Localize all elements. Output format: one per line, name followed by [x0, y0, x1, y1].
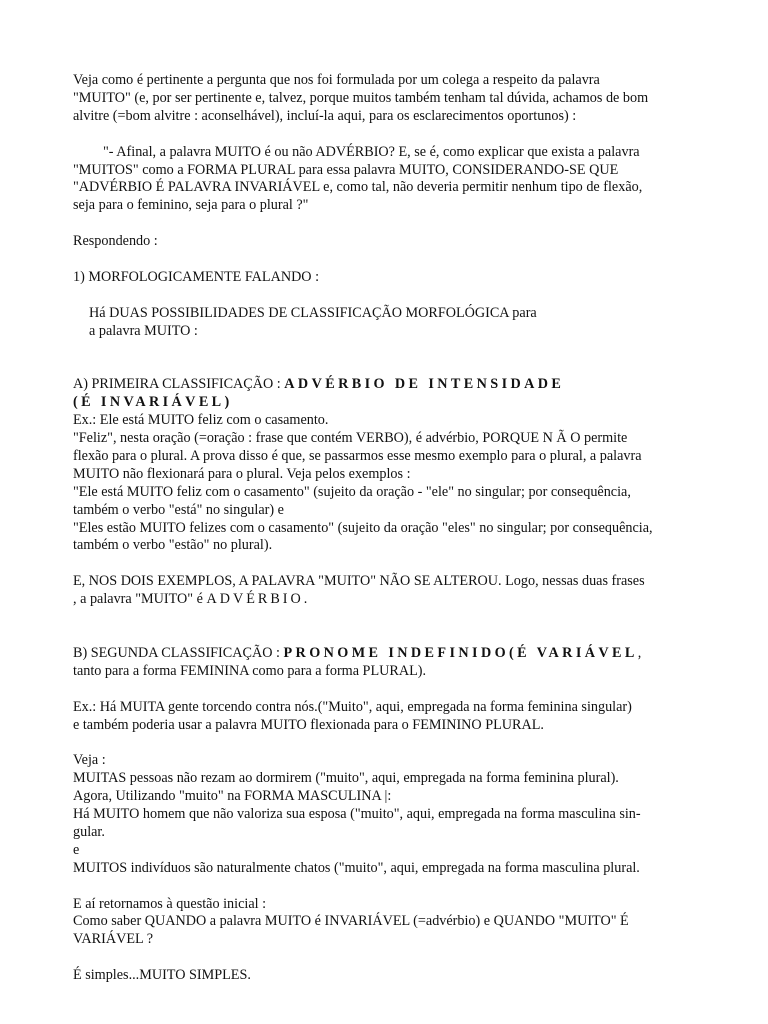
intro-line: "MUITO" (e, por ser pertinente e, talvez, porque muitos também tenham tal dúvida, achamos de bom [73, 89, 649, 106]
possibilities-line: Há DUAS POSSIBILIDADES DE CLASSIFICAÇÃO MORFOLÓGICA para [89, 304, 537, 321]
classification-a-heading [73, 376, 695, 394]
conclusion-line: E, NOS DOIS EXEMPLOS, A PALAVRA "MUITO" NÃO SE ALTEROU. Logo, nessas duas frases [73, 573, 645, 590]
question-line: "MUITOS" como a FORMA PLURAL para essa palavra MUITO, CONSIDERANDO-SE QUE [73, 161, 619, 178]
classification-a-line: "Ele está MUITO feliz com o casamento" (sujeito da oração - "ele" no singular; por consequência, [73, 483, 631, 500]
conclusion-line: , a palavra "MUITO" é ADVÉRBIO. [73, 591, 308, 608]
conclusion-adverbio: ADVÉRBIO [206, 591, 304, 608]
classification-b [73, 645, 695, 681]
classification-a-title-line2: (É INVARIÁVEL) [73, 394, 233, 411]
classification-a-conclusion [73, 573, 695, 609]
closing-line: Como saber QUANDO a palavra MUITO é INVARIÁVEL (=advérbio) e QUANDO "MUITO" É [73, 913, 629, 930]
question-paragraph [73, 144, 695, 216]
veja-line: e [73, 841, 80, 858]
classification-a-line: também o verbo "estão" no plural). [73, 537, 273, 554]
question-line: "- Afinal, a palavra MUITO é ou não ADVÉRBIO? E, se é, como explicar que exista a palavra [103, 143, 640, 160]
question-line: seja para o feminino, seja para o plural ?" [73, 197, 309, 214]
veja-line: Agora, Utilizando "muito" na FORMA MASCULINA |: [73, 788, 392, 805]
intro-line: alvitre (=bom alvitre : aconselhável), incluí-la aqui, para os esclarecimentos oportunos) : [73, 107, 577, 124]
classification-b-example [73, 699, 695, 735]
classification-a-line: MUITO não flexionará para o plural. Veja pelos exemplos : [73, 465, 411, 482]
classification-a-line: "Feliz", nesta oração (=oração : frase que contém VERBO), é advérbio, PORQUE N Ã O permite [73, 430, 628, 447]
intro-line: Veja como é pertinente a pergunta que nos foi formulada por um colega a respeito da palavra [73, 72, 600, 88]
final-line: É simples...MUITO SIMPLES. [73, 967, 251, 984]
intro-paragraph [73, 72, 695, 126]
veja-line: gular. [73, 823, 105, 840]
classification-b-heading: B) SEGUNDA CLASSIFICAÇÃO : PRONOME INDEFINIDO(É VARIÁVEL, [73, 644, 642, 661]
veja-line: MUITAS pessoas não rezam ao dormirem ("muito", aqui, empregada na forma feminina plural). [73, 770, 619, 787]
classification-a-line: Ex.: Ele está MUITO feliz com o casamento. [73, 412, 329, 429]
closing-line: VARIÁVEL ? [73, 931, 153, 948]
classification-a-line: "Eles estão MUITO felizes com o casamento" (sujeito da oração "eles" no singular; por consequência, [73, 519, 653, 536]
example-line: e também poderia usar a palavra MUITO flexionada para o FEMININO PLURAL. [73, 716, 544, 733]
possibilities-paragraph [73, 305, 695, 341]
classification-b-line: tanto para a forma FEMININA como para a forma PLURAL). [73, 662, 427, 679]
classification-b-prefix: B) SEGUNDA CLASSIFICAÇÃO : [73, 644, 284, 661]
classification-b-title-paren: (É VARIÁVEL [509, 644, 638, 661]
veja-line: Veja : [73, 752, 106, 769]
section1-title: 1) MORFOLOGICAMENTE FALANDO : [73, 268, 320, 285]
closing-line: E aí retornamos à questão inicial : [73, 895, 267, 912]
closing-paragraph [73, 896, 695, 950]
document-page [73, 72, 695, 985]
classification-b-veja [73, 752, 695, 877]
responding-label: Respondendo : [73, 233, 158, 250]
question-line: "ADVÉRBIO É PALAVRA INVARIÁVEL e, como tal, não deveria permitir nenhum tipo de flexão, [73, 179, 643, 196]
classification-a-title: ADVÉRBIO DE INTENSIDADE [284, 376, 565, 393]
example-line: Ex.: Há MUITA gente torcendo contra nós.("Muito", aqui, empregada na forma feminina singular) [73, 698, 632, 715]
classification-a-line: flexão para o plural. A prova disso é que, se passarmos esse mesmo exemplo para o plural, a palavra [73, 447, 642, 464]
classification-b-title: PRONOME INDEFINIDO [283, 644, 510, 661]
classification-a-line: também o verbo "está" no singular) e [73, 501, 284, 518]
classification-a [73, 376, 695, 555]
veja-line: Há MUITO homem que não valoriza sua esposa ("muito", aqui, empregada na forma masculina sin- [73, 806, 641, 823]
classification-a-prefix: A) PRIMEIRA CLASSIFICAÇÃO : [73, 376, 285, 393]
possibilities-line: a palavra MUITO : [89, 322, 198, 339]
veja-line: MUITOS indivíduos são naturalmente chatos ("muito", aqui, empregada na forma masculina plural. [73, 859, 640, 876]
